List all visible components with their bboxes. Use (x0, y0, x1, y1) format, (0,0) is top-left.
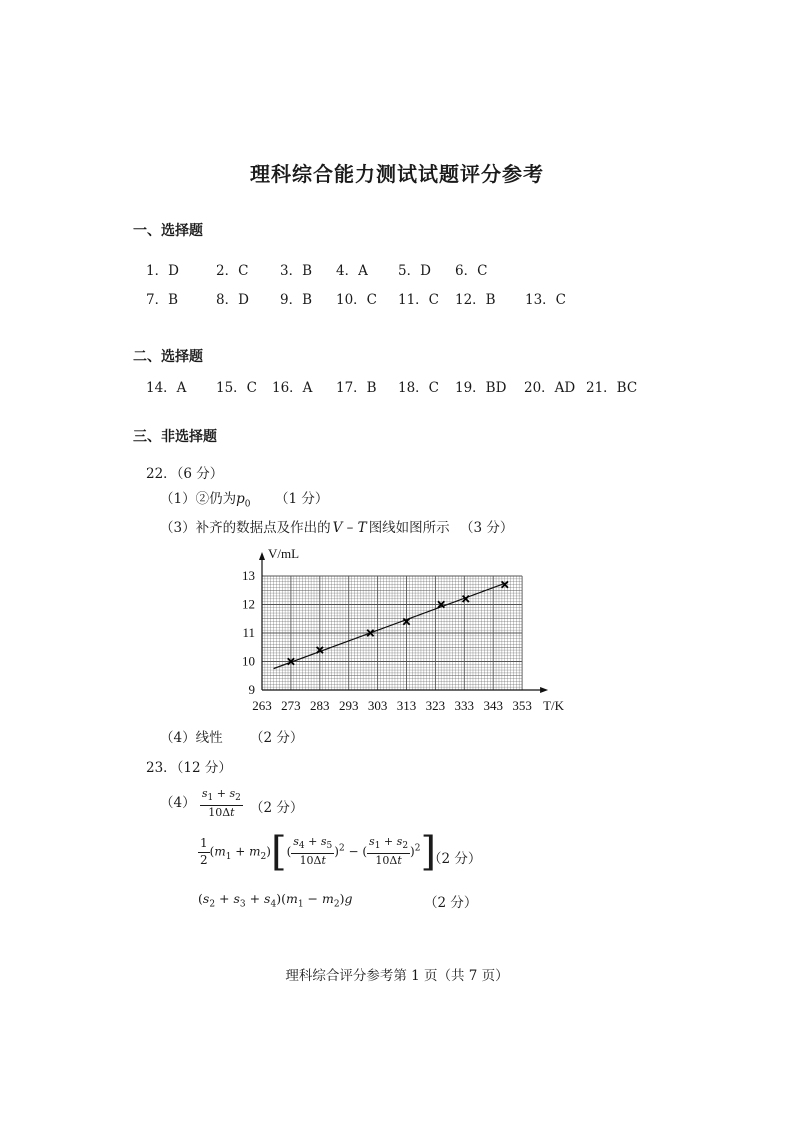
answer-7: 7．B (146, 292, 179, 308)
vt-chart (225, 540, 585, 720)
q22-part1-sub: 0 (244, 499, 251, 510)
answer-18: 18．C (398, 380, 440, 396)
answer-10: 10．C (336, 292, 378, 308)
q22-part3-var: V – T (332, 520, 367, 536)
x-tick-label: 353 (512, 698, 532, 713)
y-axis-arrow (259, 552, 265, 560)
y-tick-label: 10 (242, 653, 255, 669)
page-title: 理科综合能力测试试题评分参考 (250, 162, 544, 186)
y-tick-label: 13 (242, 568, 255, 583)
x-tick-label: 303 (367, 698, 388, 713)
answer-16: 16．A (272, 380, 313, 396)
section-heading-2: 二、选择题 (133, 349, 203, 365)
q22-part3-text2: 图线如图所示 (368, 520, 450, 536)
q22-part4: （4）线性 (160, 730, 223, 746)
q22-header: 22．（6 分） (146, 466, 224, 482)
q23-part4 (160, 788, 243, 819)
q23-formula-2: $\frac{1}{2}$ $(m_1 + m_2)$[( $\frac{s_4 + s_5}{10\Delta t}$ )$^2$ − ( $\frac{s_1 + s_2}{10\Delta t}$ )$^2$] (200, 829, 437, 875)
x-tick-label: 263 (252, 698, 272, 713)
x-tick-label: 333 (454, 698, 475, 713)
answer-9: 9．B (280, 292, 313, 308)
q22-part3 (160, 516, 513, 536)
q23-score-3: （2 分） (424, 895, 478, 911)
section-heading-3: 三、非选择题 (133, 429, 217, 445)
answer-2: 2．C (216, 263, 249, 279)
q23-score-2: （2 分） (428, 851, 482, 867)
q23-formula-3: $(s_2 + s_3 + s_4)(m_1 - m_2)g$ (198, 891, 353, 910)
answer-3: 3．B (280, 263, 313, 279)
answer-21: 21．BC (586, 380, 638, 396)
x-tick-label: 273 (281, 698, 301, 713)
q23-header: 23．（12 分） (146, 760, 232, 776)
answer-13: 13．C (525, 292, 567, 308)
q22-part3-score: （3 分） (459, 520, 514, 536)
q23-part4-label: （4） (160, 795, 196, 812)
q22-part1-label: （1）②仍为 (160, 491, 237, 507)
x-axis-label: T/K (543, 698, 565, 713)
y-axis-label: V/mL (268, 546, 300, 561)
answer-1: 1．D (146, 263, 179, 279)
answer-6: 6．C (455, 263, 488, 279)
answer-17: 17．B (336, 380, 377, 396)
q23-formula-1: $\frac{s_1 + s_2}{10\Delta t}$ (201, 787, 241, 819)
q22-part4-score: （2 分） (250, 730, 304, 746)
q22-part1-score: （1 分） (275, 491, 329, 507)
x-tick-label: 313 (396, 698, 417, 713)
x-tick-label: 283 (310, 698, 330, 713)
answer-19: 19．BD (455, 380, 507, 396)
y-tick-label: 11 (242, 625, 255, 640)
answer-20: 20．AD (524, 380, 576, 396)
answer-11: 11．C (398, 292, 440, 308)
x-tick-label: 343 (483, 698, 503, 713)
q22-part3-text: （3）补齐的数据点及作出的 (160, 520, 331, 536)
answer-15: 15．C (216, 380, 258, 396)
y-tick-label: 9 (248, 682, 255, 697)
page-footer: 理科综合评分参考第 1 页（共 7 页） (285, 968, 509, 984)
x-axis-arrow (540, 687, 548, 693)
x-tick-label: 323 (425, 698, 446, 713)
answer-5: 5．D (398, 263, 431, 279)
y-tick-label: 12 (242, 596, 255, 612)
q23-score-1: （2 分） (250, 800, 304, 816)
section-heading-1: 一、选择题 (133, 223, 203, 239)
q22-part1-var: p (236, 491, 245, 507)
answer-12: 12．B (455, 292, 496, 308)
answer-4: 4．A (336, 263, 368, 279)
q22-part1 (160, 487, 250, 510)
x-tick-label: 293 (338, 698, 359, 713)
answer-14: 14．A (146, 380, 187, 396)
answer-8: 8．D (216, 292, 249, 308)
